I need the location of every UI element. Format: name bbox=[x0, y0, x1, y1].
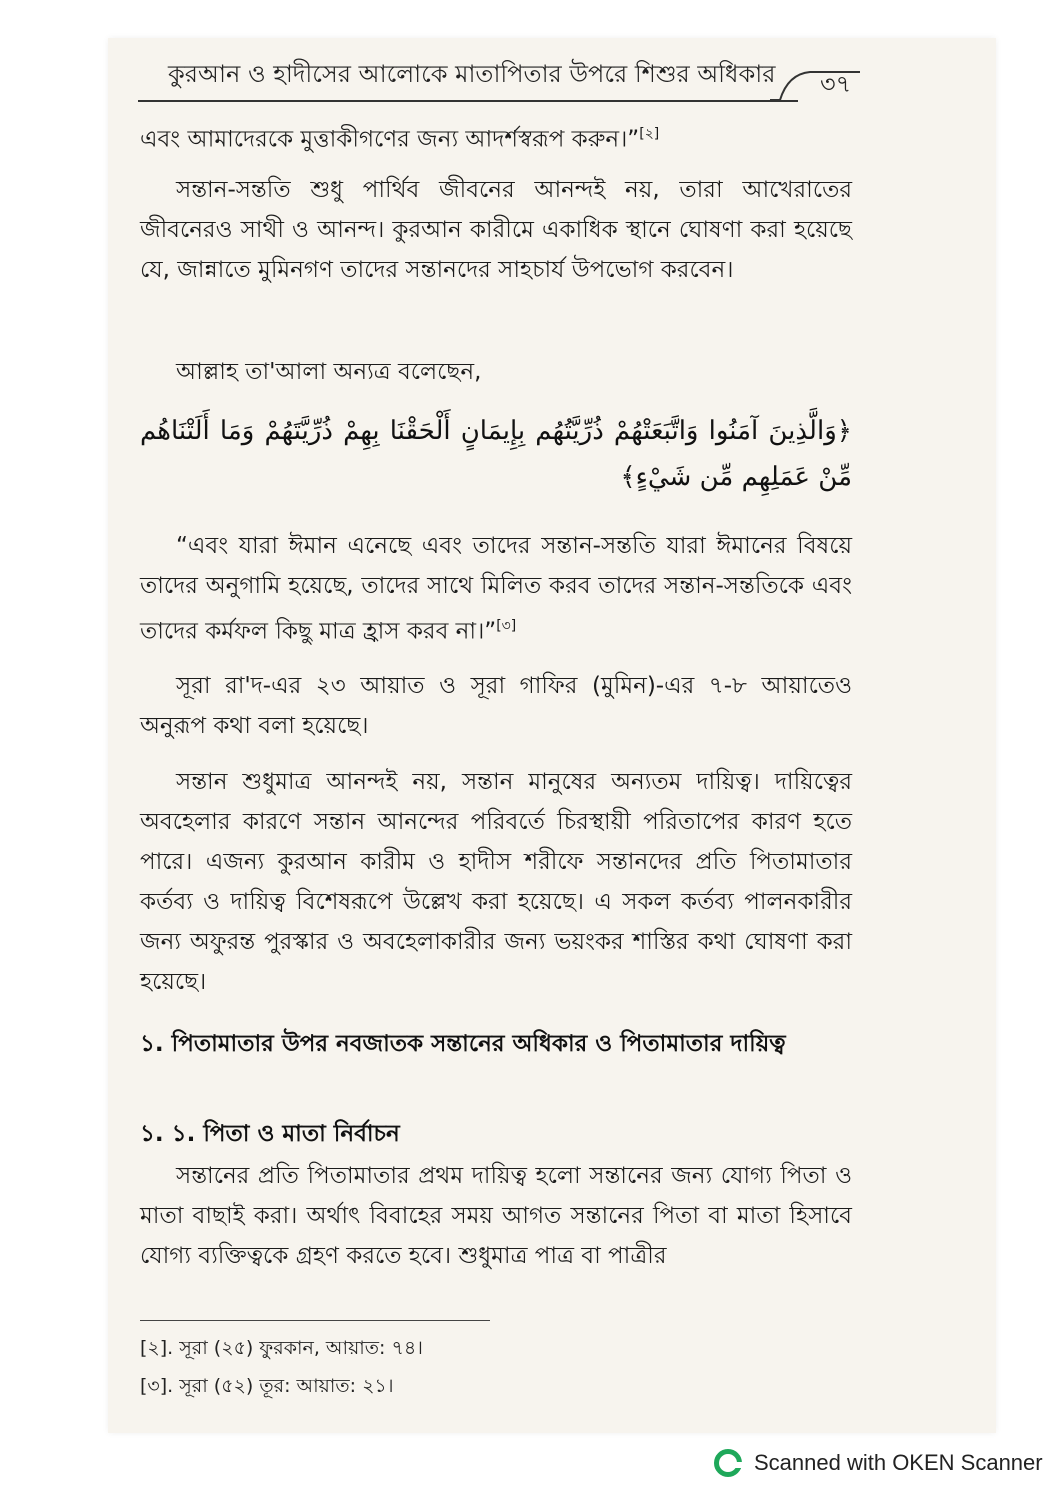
footnote-2: [২]. সূরা (২৫) ফুরকান, আয়াত: ৭৪। bbox=[140, 1337, 423, 1359]
paragraph-1 bbox=[140, 114, 852, 160]
arabic-verse: ﴿وَالَّذِينَ آمَنُوا وَاتَّبَعَتْهُمْ ذُرِّيَّتُهُم بِإِيمَانٍ أَلْحَقْنَا بِهِمْ ذُرِّيَّتَهُمْ وَمَا أَلَتْنَاهُم مِّنْ عَمَلِهِم مِّن شَيْءٍ﴾ bbox=[140, 416, 852, 492]
paragraph-7: সন্তানের প্রতি পিতামাতার প্রথম দায়িত্ব হলো সন্তানের জন্য যোগ্য পিতা ও মাতা বাছাই করা। অর্থাৎ বিবাহের সময় আগত সন্তানের পিতা বা মাতা হিসাবে যোগ্য ব্যক্তিত্বকে গ্রহণ করতে হবে। শুধুমাত্র পাত্র বা পাত্রীর bbox=[140, 1163, 852, 1269]
footnote-ref-2[interactable]: [২] bbox=[639, 126, 660, 142]
paragraph-4 bbox=[140, 526, 852, 652]
paragraph-3: আল্লাহ তা'আলা অন্যত্র বলেছেন, bbox=[176, 359, 482, 385]
header-rule bbox=[138, 100, 798, 102]
paragraph-2: সন্তান-সন্ততি শুধু পার্থিব জীবনের আনন্দই নয়, তারা আখেরাতের জীবনেরও সাথী ও আনন্দ। কুরআন কারীমে একাধিক স্থানে ঘোষণা করা হয়েছে যে, জান্নাতে মুমিনগণ তাদের সন্তানদের সাহচার্য উপভোগ করবেন। bbox=[140, 177, 852, 283]
scanner-watermark bbox=[714, 1445, 1043, 1481]
running-header-title: কুরআন ও হাদীসের আলোকে মাতাপিতার উপরে শিশুর অধিকার bbox=[168, 60, 776, 88]
page-number: ৩৭ bbox=[820, 70, 852, 98]
oken-scanner-logo-icon bbox=[714, 1449, 742, 1477]
paragraph-1-text: এবং আমাদেরকে মুত্তাকীগণের জন্য আদর্শস্বরূপ করুন।” bbox=[140, 126, 640, 153]
paragraph-5: সূরা রা'দ-এর ২৩ আয়াত ও সূরা গাফির (মুমিন)-এর ৭-৮ আয়াতেও অনুরূপ কথা বলা হয়েছে। bbox=[140, 673, 852, 739]
section-heading-1: ১. পিতামাতার উপর নবজাতক সন্তানের অধিকার ও পিতামাতার দায়িত্ব bbox=[140, 1031, 786, 1057]
paragraph-4-text: “এবং যারা ঈমান এনেছে এবং তাদের সন্তান-সন্ততি যারা ঈমানের বিষয়ে তাদের অনুগামি হয়েছে, তাদের সাথে মিলিত করব তাদের সন্তান-সন্ততিকে এবং তাদের কর্মফল কিছু মাত্র হ্রাস করব না।” bbox=[140, 533, 852, 645]
scanner-watermark-label: Scanned with OKEN Scanner bbox=[754, 1450, 1043, 1475]
footnote-3: [৩]. সূরা (৫২) তূর: আয়াত: ২১। bbox=[140, 1375, 394, 1397]
section-heading-1-1: ১. ১. পিতা ও মাতা নির্বাচন bbox=[140, 1121, 400, 1147]
paragraph-6: সন্তান শুধুমাত্র আনন্দই নয়, সন্তান মানুষের অন্যতম দায়িত্ব। দায়িত্বের অবহেলার কারণে সন্তান আনন্দের পরিবর্তে চিরস্থায়ী পরিতাপের কারণ হতে পারে। এজন্য কুরআন কারীম ও হাদীস শরীফে সন্তানদের প্রতি পিতামাতার কর্তব্য ও দায়িত্ব বিশেষরূপে উল্লেখ করা হয়েছে। এ সকল কর্তব্য পালনকারীর জন্য অফুরন্ত পুরস্কার ও অবহেলাকারীর জন্য ভয়ংকর শাস্তির কথা ঘোষণা করা হয়েছে। bbox=[140, 769, 852, 995]
footnote-ref-3[interactable]: [৩] bbox=[496, 618, 517, 634]
footnote-rule bbox=[140, 1320, 490, 1321]
